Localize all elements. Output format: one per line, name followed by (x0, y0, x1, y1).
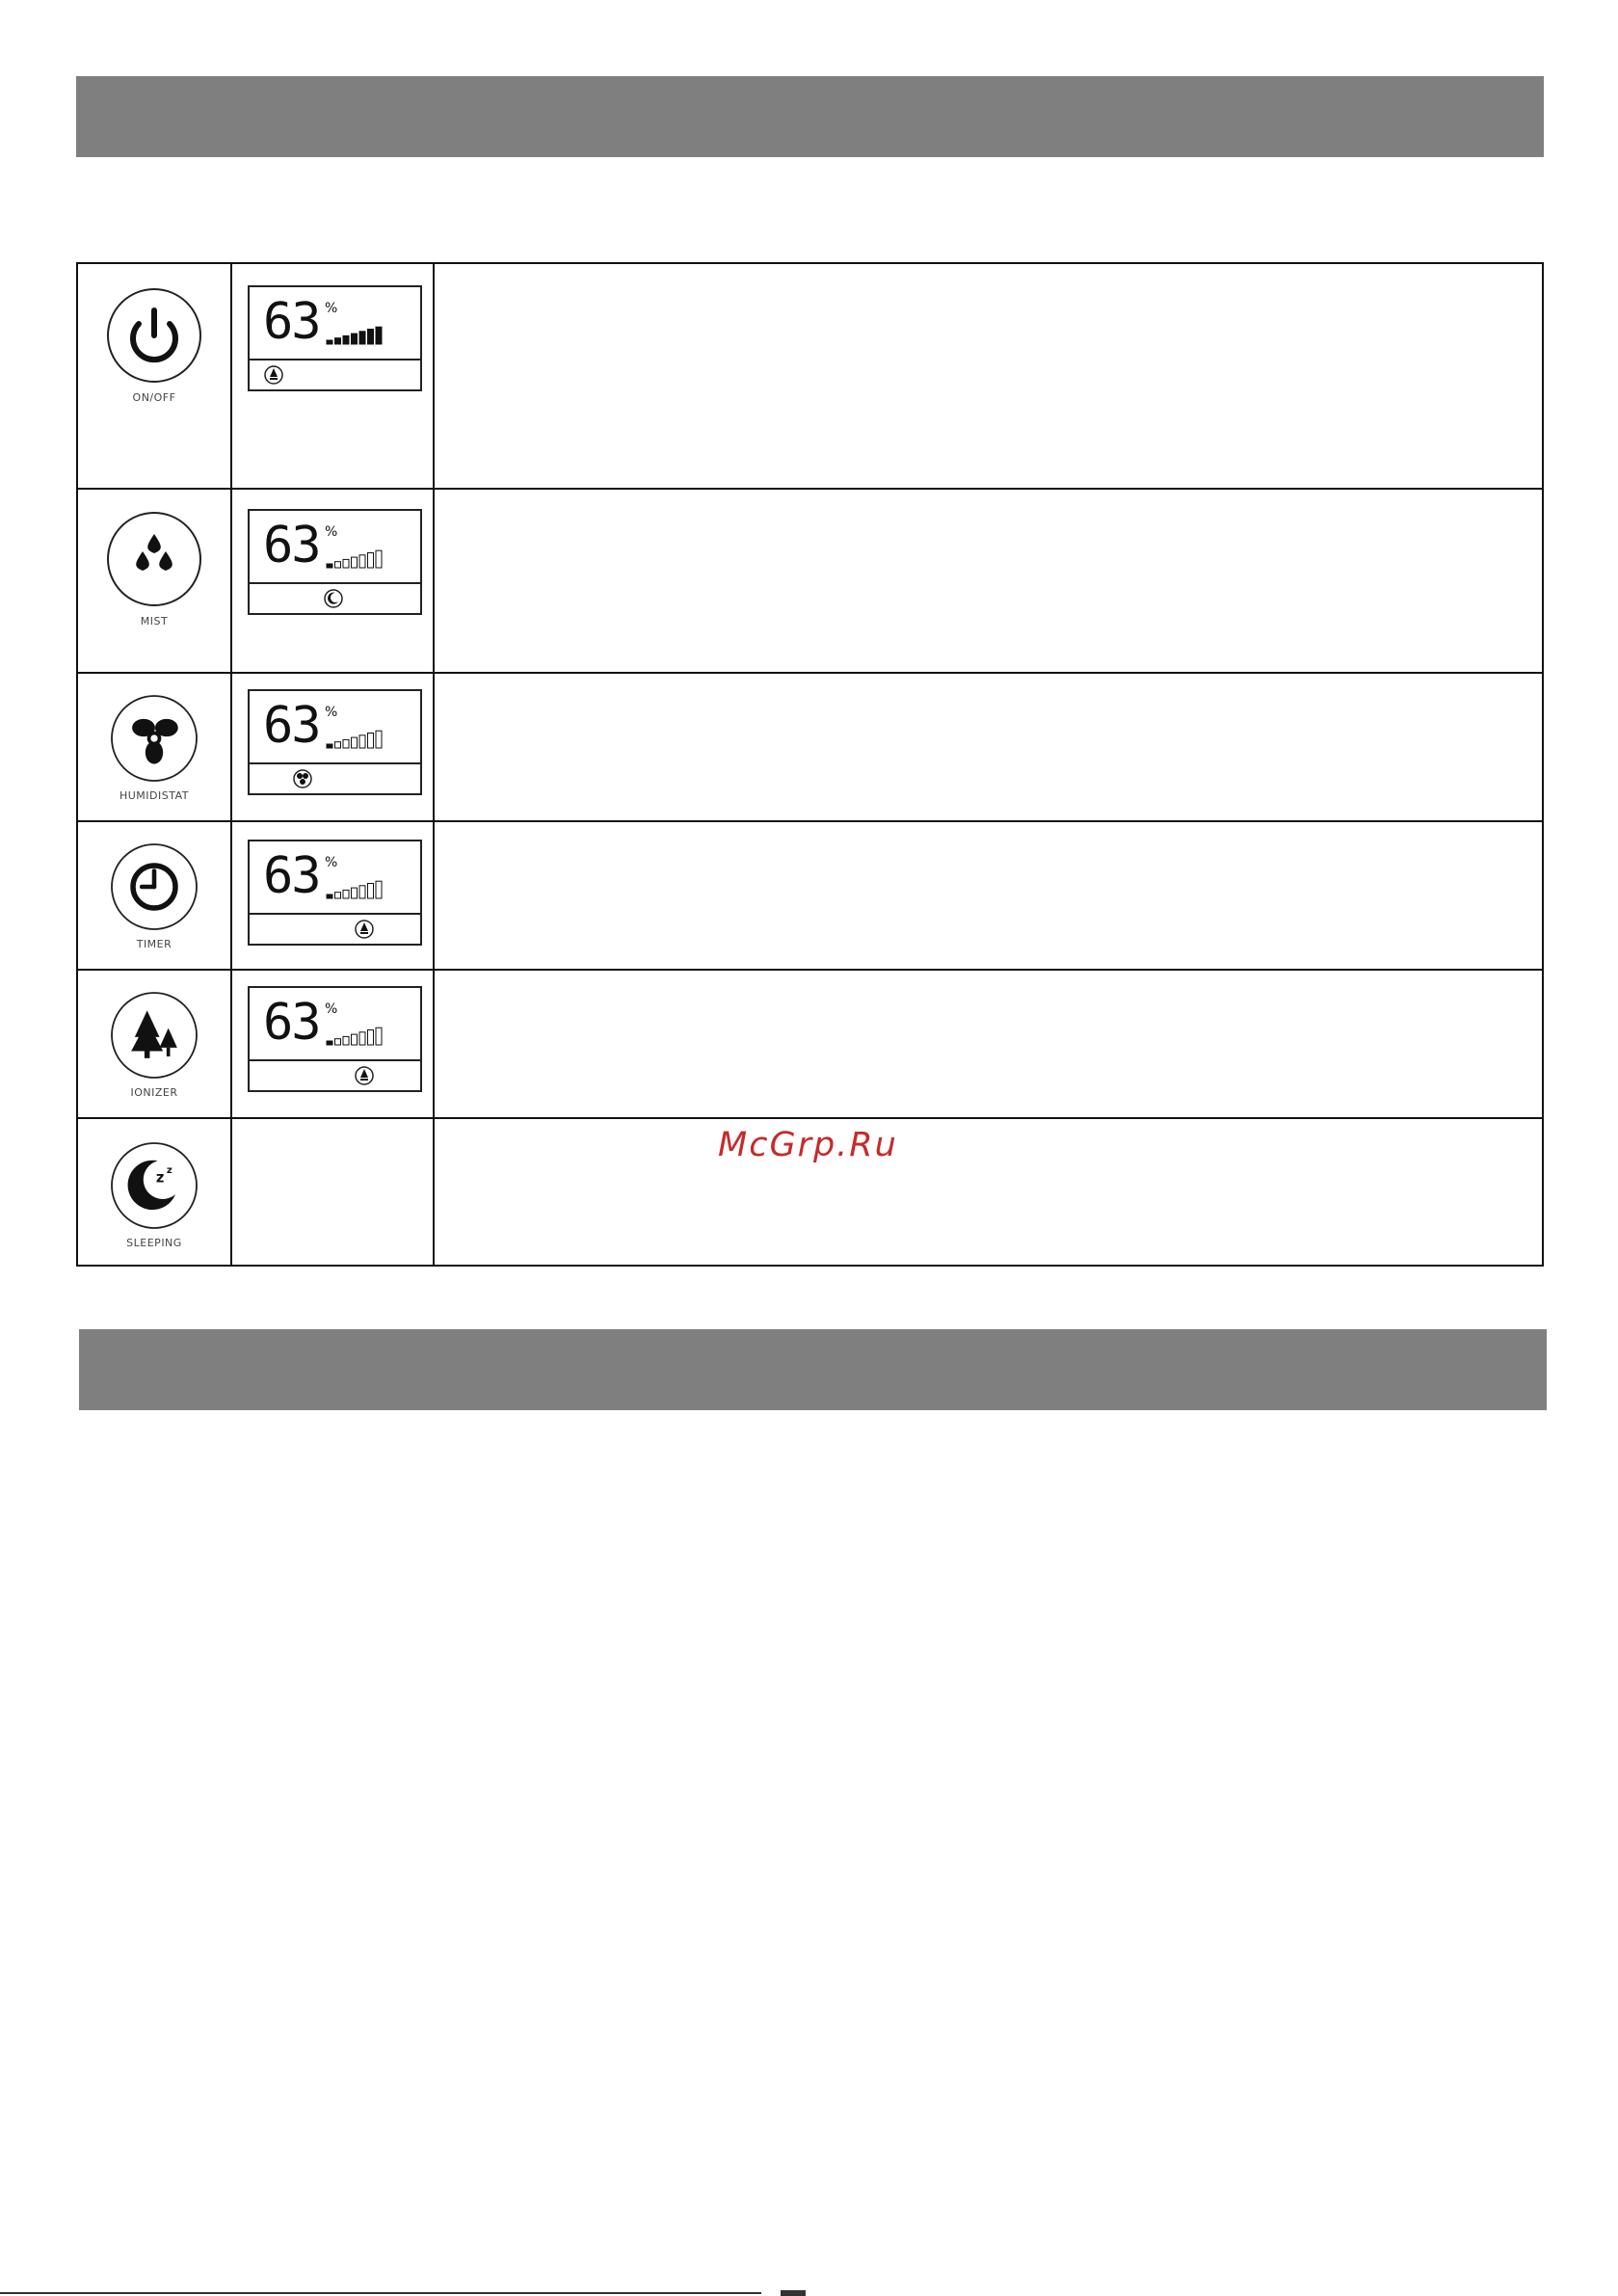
description-cell (434, 263, 1543, 489)
lcd-level-segment (343, 739, 349, 748)
header-band-top (76, 76, 1544, 157)
lcd-percent-unit: % (325, 1001, 338, 1017)
button-cell (77, 673, 231, 821)
lcd-cell (231, 489, 434, 673)
lcd-level-segment (327, 744, 332, 748)
lcd-level-segment (359, 735, 365, 748)
lcd-level-segment (376, 327, 382, 344)
lcd-level-segment (352, 1034, 358, 1045)
button-label: TIMER (136, 938, 172, 950)
lcd-level-bars (325, 880, 386, 899)
sleep-moon-icon[interactable] (101, 1133, 207, 1239)
lcd-level-segment (376, 881, 382, 898)
table-row (77, 489, 1543, 673)
lcd-level-segment (352, 334, 358, 344)
button-cell (77, 1118, 231, 1266)
lcd-display (248, 840, 422, 946)
lcd-level-segment (368, 553, 374, 569)
lcd-display (248, 509, 422, 615)
button-cell (77, 970, 231, 1118)
lcd-display (248, 285, 422, 391)
watermark: McGrp.Ru (718, 1126, 898, 1164)
mist-icon (354, 1065, 375, 1086)
description-cell (434, 821, 1543, 970)
lcd-percent-unit: % (325, 705, 338, 720)
description-cell (434, 1118, 1543, 1266)
fan-icon[interactable] (101, 685, 207, 791)
mist-icon (354, 919, 375, 940)
description-cell (434, 489, 1543, 673)
button-cell (77, 489, 231, 673)
header-band-mid (79, 1329, 1547, 1410)
table-row (77, 673, 1543, 821)
control-panel-table (76, 262, 1544, 1267)
lcd-cell (231, 673, 434, 821)
lcd-humidity-value: 63 (263, 697, 320, 755)
timer-icon[interactable] (101, 834, 207, 940)
lcd-cell (231, 263, 434, 489)
description-cell (434, 970, 1543, 1118)
ionizer-icon[interactable] (101, 982, 207, 1088)
mist-icon (263, 364, 284, 386)
lcd-level-segment (376, 1028, 382, 1045)
lcd-level-segment (359, 1032, 365, 1045)
lcd-level-segment (343, 559, 349, 568)
lcd-level-segment (335, 893, 341, 898)
lcd-humidity-value: 63 (263, 517, 320, 574)
svg-text:z: z (155, 1169, 165, 1187)
lcd-level-segment (343, 1036, 349, 1045)
button-label: HUMIDISTAT (119, 789, 189, 802)
lcd-humidity-value: 63 (263, 293, 320, 351)
footer-rule (0, 2292, 761, 2294)
lcd-level-segment (368, 734, 374, 749)
lcd-cell (231, 970, 434, 1118)
lcd-cell (231, 821, 434, 970)
button-label: MIST (140, 615, 169, 627)
table-row (77, 821, 1543, 970)
lcd-humidity-value: 63 (263, 847, 320, 905)
lcd-level-bars (325, 730, 386, 749)
lcd-percent-unit: % (325, 524, 338, 540)
mist-drops-icon[interactable] (96, 501, 212, 617)
lcd-level-segment (327, 340, 332, 344)
svg-text:z: z (166, 1165, 172, 1177)
table-row (77, 263, 1543, 489)
lcd-level-segment (335, 1039, 341, 1045)
lcd-level-segment (359, 332, 365, 344)
lcd-level-segment (343, 890, 349, 898)
lcd-level-segment (359, 555, 365, 568)
button-label: IONIZER (130, 1086, 178, 1099)
button-cell (77, 821, 231, 970)
lcd-level-segment (335, 562, 341, 568)
lcd-display (248, 689, 422, 795)
lcd-level-segment (368, 330, 374, 345)
lcd-level-segment (352, 737, 358, 748)
lcd-level-segment (327, 894, 332, 898)
humidistat-icon (292, 768, 313, 789)
lcd-level-segment (368, 1030, 374, 1046)
button-label: ON/OFF (132, 391, 176, 404)
lcd-level-segment (376, 550, 382, 568)
power-icon[interactable] (96, 278, 212, 393)
lcd-level-segment (352, 888, 358, 898)
table-row (77, 970, 1543, 1118)
page-marker (781, 2290, 806, 2296)
lcd-level-segment (368, 884, 374, 899)
lcd-level-segment (343, 335, 349, 344)
lcd-cell (231, 1118, 434, 1266)
lcd-level-segment (376, 731, 382, 748)
lcd-level-segment (327, 1041, 332, 1045)
lcd-percent-unit: % (325, 855, 338, 870)
lcd-level-bars (325, 1027, 386, 1046)
sleep-icon (323, 588, 344, 609)
lcd-level-segment (327, 564, 332, 568)
lcd-level-segment (335, 742, 341, 748)
description-cell (434, 673, 1543, 821)
button-label: SLEEPING (126, 1237, 182, 1249)
lcd-display (248, 986, 422, 1092)
lcd-humidity-value: 63 (263, 994, 320, 1052)
lcd-level-segment (335, 338, 341, 344)
lcd-level-bars (325, 549, 386, 569)
lcd-level-segment (359, 886, 365, 898)
lcd-level-bars (325, 326, 386, 345)
lcd-level-segment (352, 557, 358, 568)
lcd-percent-unit: % (325, 301, 338, 316)
button-cell (77, 263, 231, 489)
